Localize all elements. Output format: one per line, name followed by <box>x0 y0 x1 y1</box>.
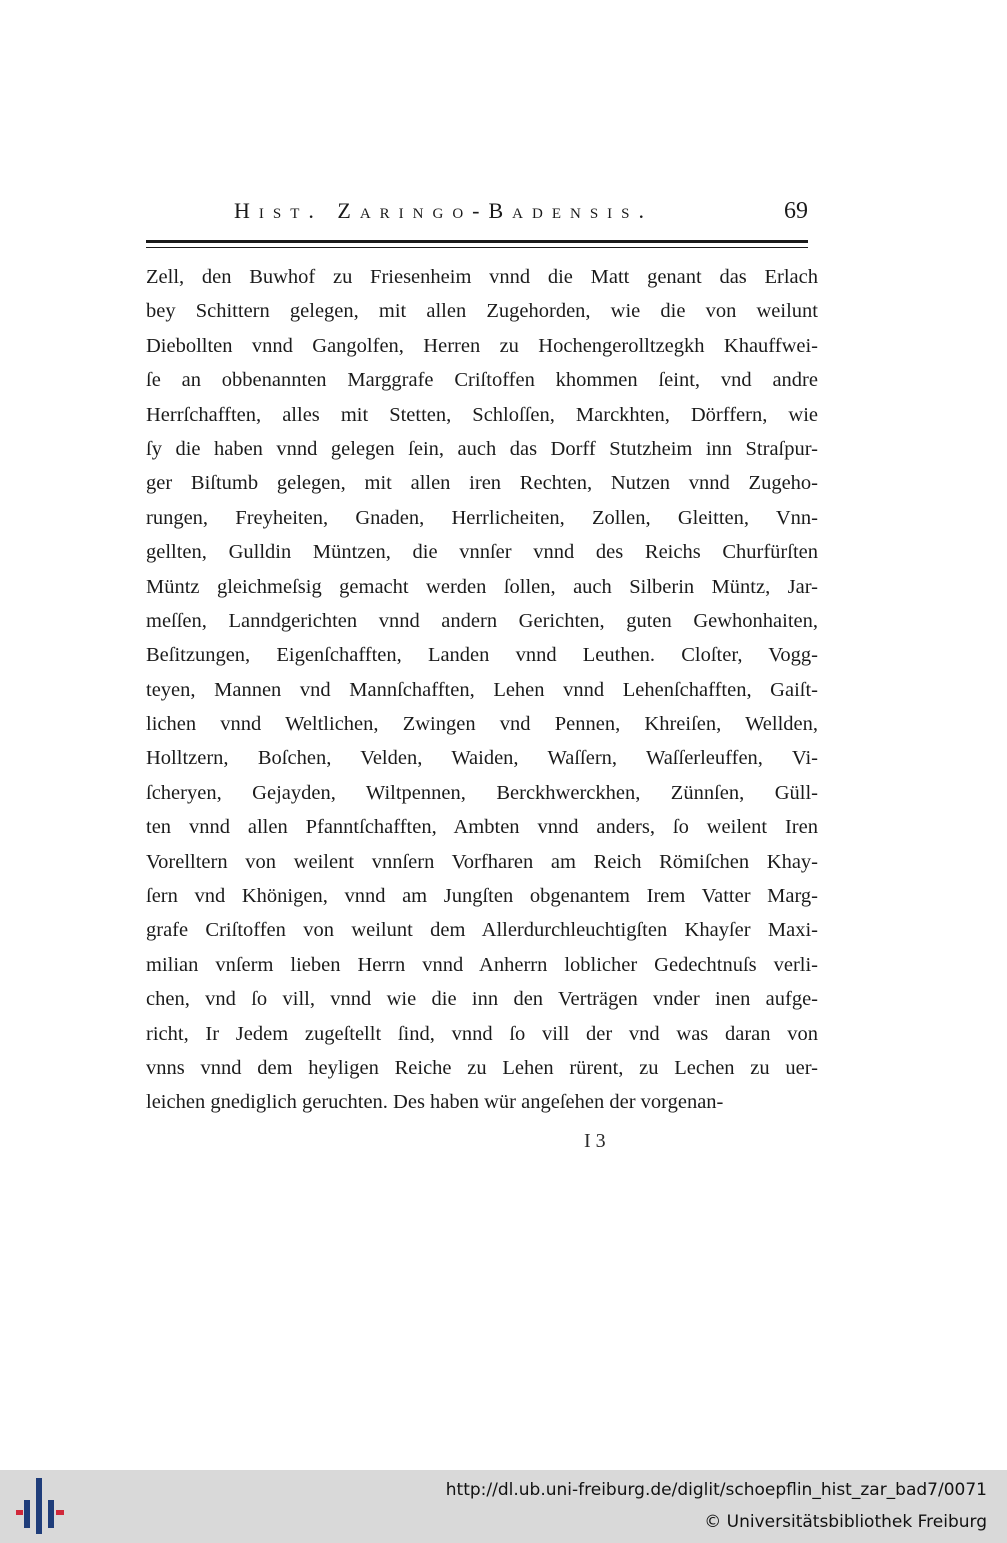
header-rule-thick <box>146 240 808 243</box>
text-line: teyen, Mannen vnd Mannſchafften, Lehen vnnd Lehenſchafften, Gaiſt- <box>146 678 818 701</box>
text-line: Müntz gleichmeſsig gemacht werden ſollen, auch Silberin Müntz, Jar- <box>146 575 818 598</box>
body-text <box>146 260 818 1120</box>
signature-mark: I 3 <box>584 1130 606 1152</box>
text-line: grafe Criſtoffen von weilunt dem Allerdurchleuchtigſten Khayſer Maxi- <box>146 919 818 942</box>
text-line: richt, Ir Jedem zugeſtellt ſind, vnnd ſo vill der vnd was daran von <box>146 1022 818 1045</box>
running-title: Hist. Zaringo-Badensis. <box>234 198 653 223</box>
text-line: meſſen, Lanndgerichten vnnd andern Gerichten, guten Gewhonhaiten, <box>146 609 818 632</box>
text-line: Vorelltern von weilent vnnſern Vorfharen am Reich Römiſchen Khay- <box>146 850 818 873</box>
text-line: vnns vnnd dem heyligen Reiche zu Lehen rürent, zu Lechen zu uer- <box>146 1056 818 1079</box>
text-line: rungen, Freyheiten, Gnaden, Herrlicheiten, Zollen, Gleitten, Vnn- <box>146 506 818 529</box>
running-head <box>146 196 822 232</box>
text-line: Holltzern, Boſchen, Velden, Waiden, Waſſern, Waſſerleuffen, Vi- <box>146 747 818 770</box>
copyright-notice: © Universitätsbibliothek Freiburg <box>704 1512 987 1532</box>
text-line: Diebollten vnnd Gangolfen, Herren zu Hochengerolltzegkh Khauffwei- <box>146 334 818 357</box>
text-line: Zell, den Buwhof zu Friesenheim vnnd die Matt genant das Erlach <box>146 266 818 288</box>
text-line: gellten, Gulldin Müntzen, die vnnſer vnnd des Reichs Churfürſten <box>146 541 818 564</box>
text-line: chen, vnd ſo vill, vnnd wie die inn den Verträgen vnder inen aufge- <box>146 988 818 1011</box>
text-line: Beſitzungen, Eigenſchafften, Landen vnnd Leuthen. Cloſter, Vogg- <box>146 644 818 667</box>
footer-bar <box>0 1470 1007 1543</box>
text-line: Herrſchafften, alles mit Stetten, Schloſſen, Marckhten, Dörffern, wie <box>146 403 818 426</box>
text-line: lichen vnnd Weltlichen, Zwingen vnd Pennen, Khreiſen, Wellden, <box>146 713 818 736</box>
text-line: ſern vnd Khönigen, vnnd am Jungſten obgenantem Irem Vatter Marg- <box>146 885 818 908</box>
library-logo-icon <box>16 1478 66 1534</box>
header-rule-thin <box>146 247 808 248</box>
text-line: ſe an obbenannten Marggrafe Criſtoffen khommen ſeint, vnd andre <box>146 369 818 392</box>
text-line: ger Biſtumb gelegen, mit allen iren Rechten, Nutzen vnnd Zugeho- <box>146 472 818 495</box>
text-line: ſy die haben vnnd gelegen ſein, auch das Dorff Stutzheim inn Straſpur- <box>146 437 818 460</box>
text-line: milian vnſerm lieben Herrn vnnd Anherrn loblicher Gedechtnuſs verli- <box>146 953 818 976</box>
page-number: 69 <box>784 198 808 224</box>
text-line: ten vnnd allen Pfanntſchafften, Ambten vnnd anders, ſo weilent Iren <box>146 816 818 839</box>
permalink-url[interactable]: http://dl.ub.uni-freiburg.de/diglit/schoepflin_hist_zar_bad7/0071 <box>445 1480 987 1500</box>
text-line: bey Schittern gelegen, mit allen Zugehorden, wie die von weilunt <box>146 300 818 323</box>
text-line: leichen gnediglich geruchten. Des haben wür angeſehen der vorgenan- <box>146 1091 724 1114</box>
text-line: ſcheryen, Gejayden, Wiltpennen, Berckhwerckhen, Zünnſen, Güll- <box>146 781 818 804</box>
